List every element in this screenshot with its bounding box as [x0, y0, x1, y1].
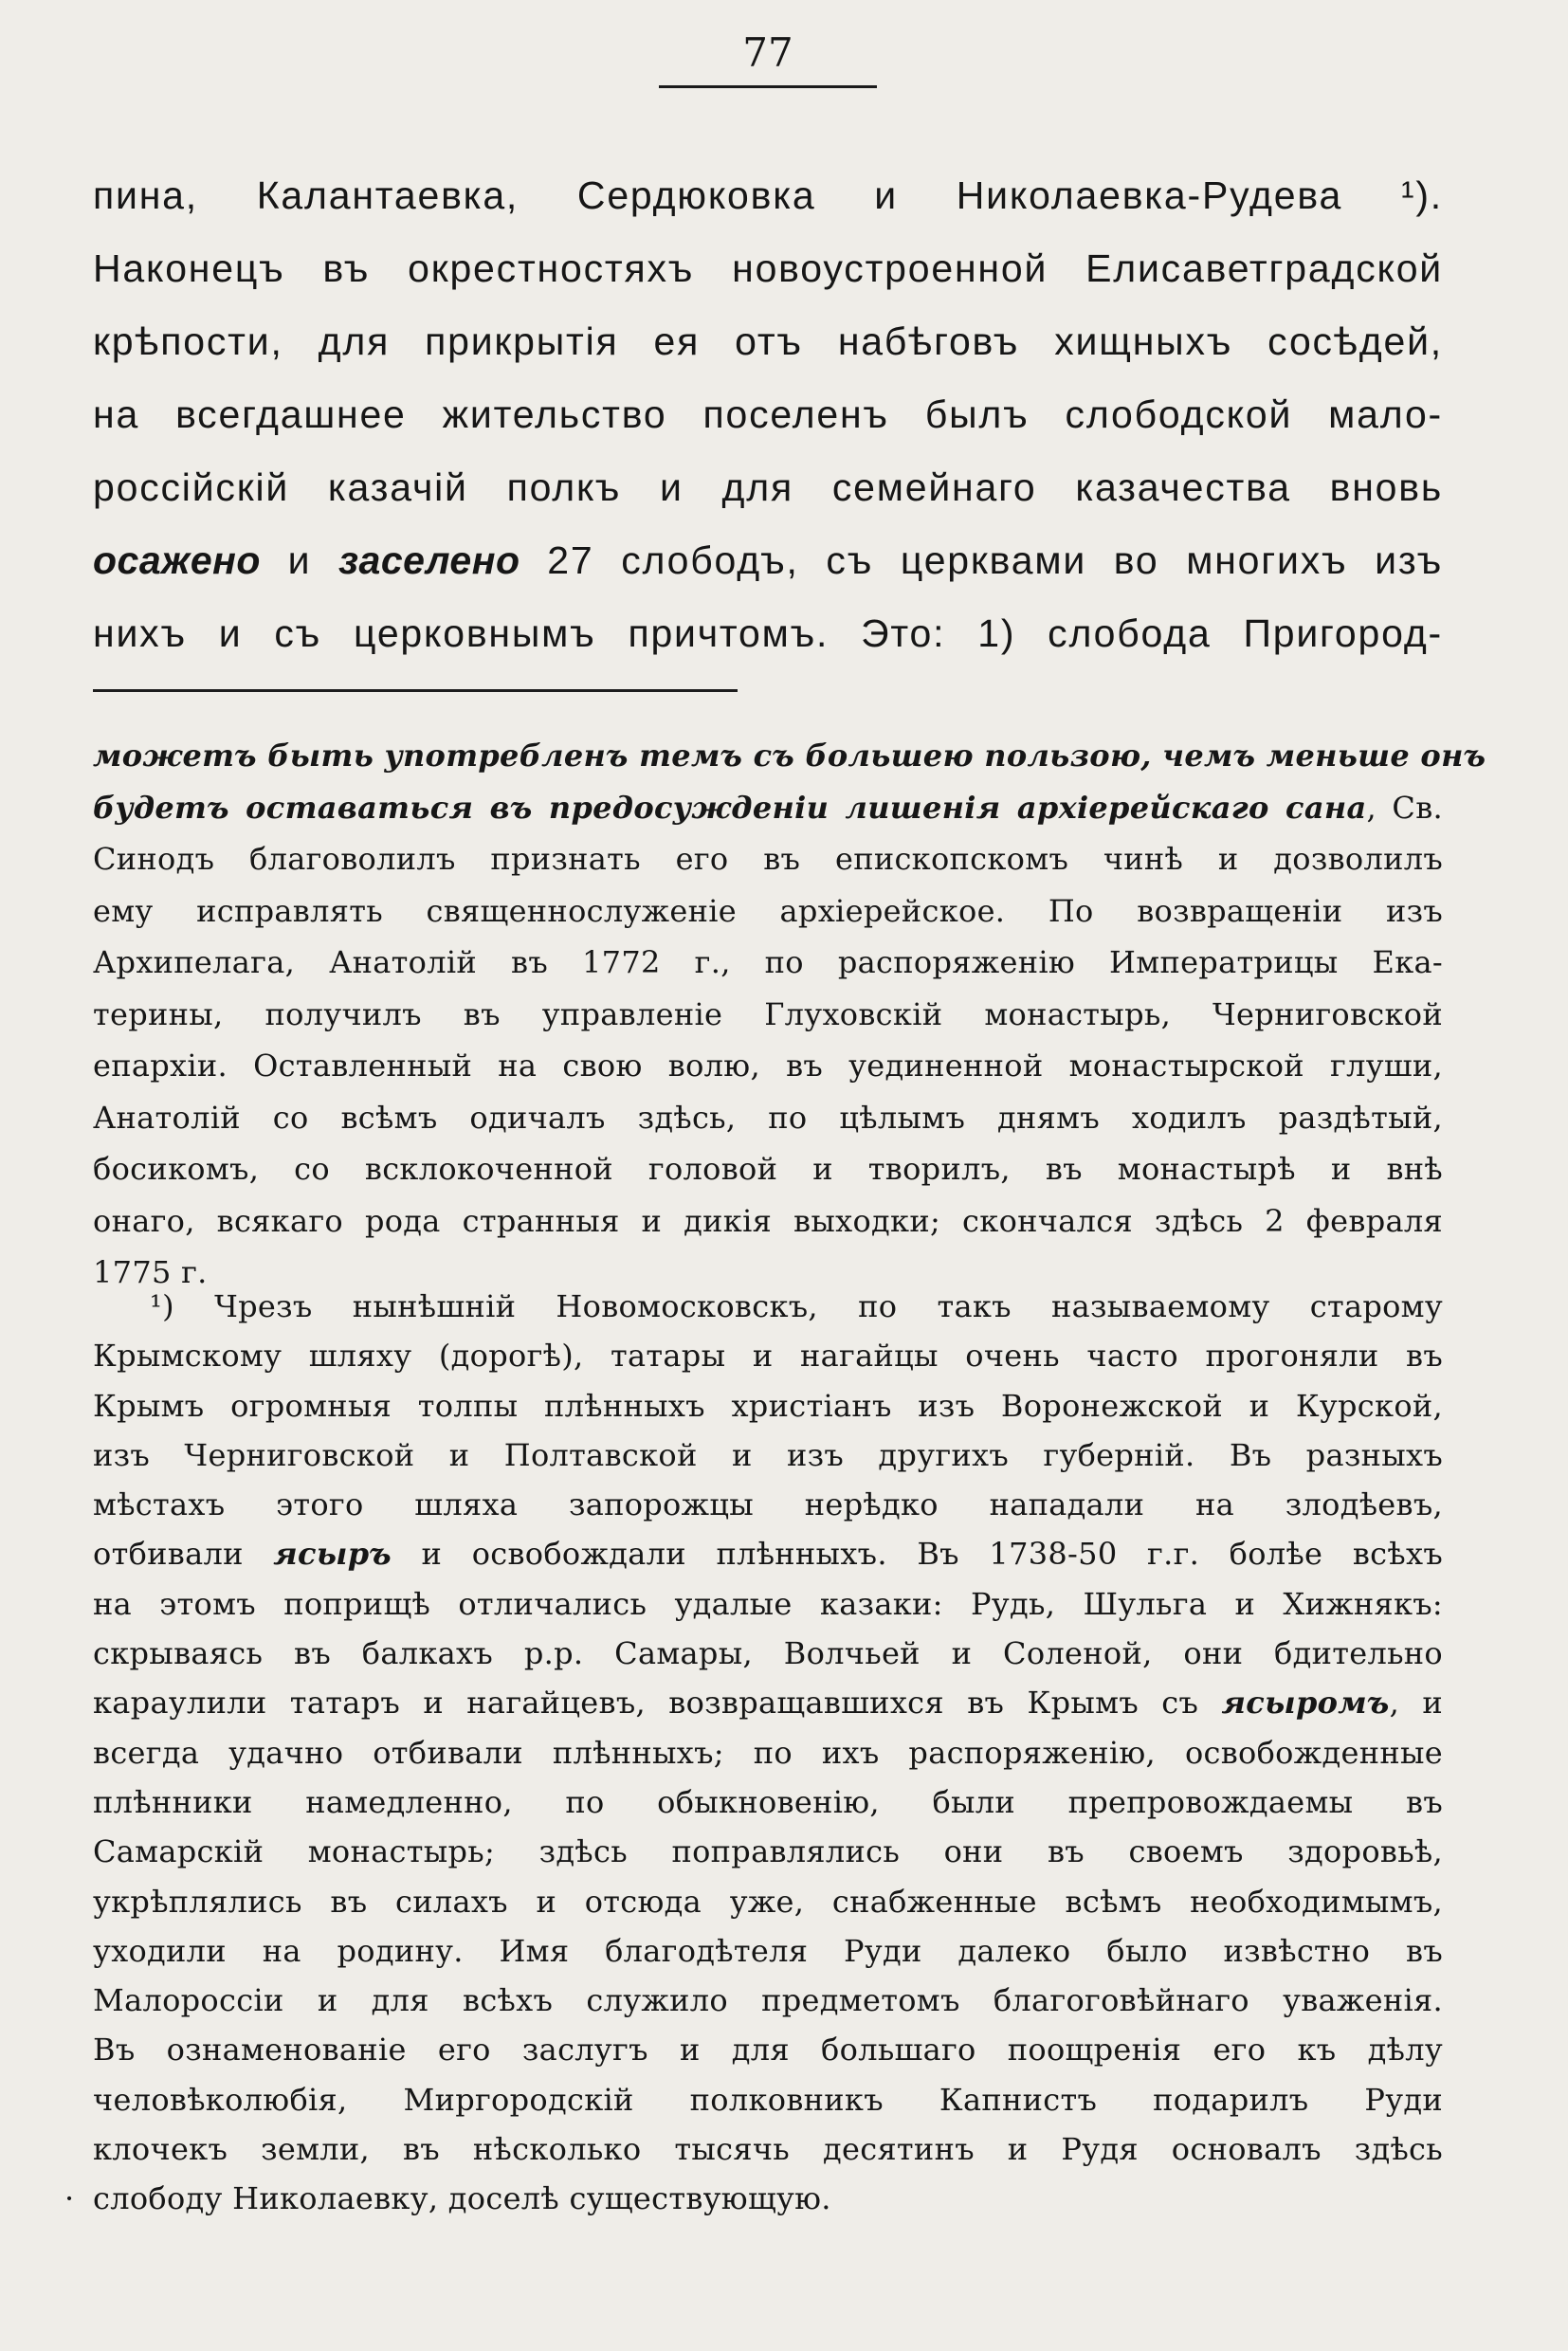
footnote-line: клочекъ земли, въ нѣсколько тысячь десятинъ и Рудя основалъ здѣсь: [93, 2131, 1443, 2168]
margin-dot: ·: [64, 2180, 75, 2217]
footnote-line: [93, 1678, 1443, 1727]
footnote-line: укрѣплялись въ силахъ и отсюда уже, снабженные всѣмъ необходимымъ,: [93, 1883, 1443, 1920]
emphasis-text: ясыръ: [273, 1536, 392, 1573]
main-line: на всегдашнее жительство поселенъ былъ слободской мало-: [93, 392, 1443, 436]
footnote-line: изъ Черниговской и Полтавской и изъ другихъ губерній. Въ разныхъ: [93, 1436, 1443, 1473]
page-number: 77: [659, 28, 877, 88]
main-line: нихъ и съ церковнымъ причтомъ. Это: 1) слобода Пригород-: [93, 611, 1443, 655]
footnote-line: человѣколюбія, Миргородскій полковникъ Капнистъ подарилъ Руди: [93, 2081, 1443, 2118]
text-fragment: слободу Николаевку, доселѣ существующую.: [93, 2180, 831, 2217]
footnote-line: 1775 г.: [93, 1254, 208, 1290]
footnote-1: [64, 1282, 1443, 2224]
main-line: [93, 524, 1443, 597]
footnote-line: Въ ознаменованіе его заслугъ и для большаго поощренія его къ дѣлу: [93, 2032, 1443, 2069]
footnote-marker: ¹): [150, 1288, 174, 1324]
footnote-line: скрываясь въ балкахъ р.р. Самары, Волчьей и Соленой, они бдительно: [93, 1635, 1443, 1672]
text-fragment: , и: [1389, 1685, 1443, 1722]
footnote-line: плѣнники намедленно, по обыкновенію, были препровождаемы въ: [93, 1783, 1443, 1820]
main-line: россійскій казачій полкъ и для семейнаго казачества вновь: [93, 465, 1443, 509]
footnote-line: [93, 782, 1443, 834]
footnote-line: на этомъ поприщѣ отличались удалые казаки: Рудь, Шульга и Хижнякъ:: [93, 1585, 1443, 1622]
footnote-line: можетъ быть употребленъ темъ съ большею пользою, чемъ меньше онъ: [93, 738, 1486, 774]
footnote-line: уходили на родину. Имя благодѣтеля Руди далеко было извѣстно въ: [93, 1932, 1443, 1969]
footnote-line: Синодъ благоволилъ признать его въ епископскомъ чинѣ и дозволилъ: [93, 841, 1443, 877]
main-text: [93, 159, 1443, 670]
emphasis-text: ясыромъ: [1221, 1685, 1390, 1722]
footnote-line: Крымскому шляху (дорогѣ), татары и нагайцы очень часто прогоняли въ: [93, 1338, 1443, 1375]
footnote-line: [93, 1282, 1443, 1331]
footnote-line: Самарскій монастырь; здѣсь поправлялись они въ своемъ здоровьѣ,: [93, 1833, 1443, 1870]
text-fragment: Чрезъ нынѣшній Новомосковскъ, по такъ называемому старому: [173, 1288, 1443, 1324]
main-line: Наконецъ въ окрестностяхъ новоустроенной Елисаветградской: [93, 246, 1443, 290]
emphasis-text: заселено: [338, 538, 520, 582]
footnote-line: епархіи. Оставленный на свою волю, въ уединенной монастырской глуши,: [93, 1048, 1443, 1084]
main-line: крѣпости, для прикрытія ея отъ набѣговъ хищныхъ сосѣдей,: [93, 319, 1443, 363]
footnote-line: ему исправлять священнослуженіе архіерейское. По возвращеніи изъ: [93, 892, 1443, 929]
footnote-continuation: [93, 730, 1486, 1299]
text-fragment: и: [260, 538, 339, 582]
footnote-line: босикомъ, со всклокоченной головой и творилъ, въ монастырѣ и внѣ: [93, 1151, 1443, 1187]
emphasis-text: осажено: [93, 538, 261, 582]
footnote-divider: [93, 689, 738, 692]
text-fragment: отбивали: [93, 1536, 274, 1573]
text-fragment: и освобождали плѣнныхъ. Въ 1738-50 г.г. болѣе всѣхъ: [391, 1536, 1443, 1573]
text-fragment: 27 слободъ, съ церквами во многихъ изъ: [520, 538, 1444, 582]
footnote-line: [93, 1529, 1443, 1578]
footnote-line: онаго, всякаго рода странныя и дикія выходки; скончался здѣсь 2 февраля: [93, 1202, 1443, 1239]
footnote-line: Архипелага, Анатолій въ 1772 г., по распоряженію Императрицы Ека-: [93, 944, 1443, 980]
footnote-line: Анатолій со всѣмъ одичалъ здѣсь, по цѣлымъ днямъ ходилъ раздѣтый,: [93, 1099, 1443, 1136]
footnote-line: Крымъ огромныя толпы плѣнныхъ христіанъ изъ Воронежской и Курской,: [93, 1387, 1443, 1424]
footnote-line: [64, 2174, 1443, 2223]
footnote-line: Малороссіи и для всѣхъ служило предметомъ благоговѣйнаго уваженія.: [93, 1982, 1443, 2019]
footnote-line: всегда удачно отбивали плѣнныхъ; по ихъ распоряженію, освобожденные: [93, 1734, 1443, 1771]
footnote-line: терины, получилъ въ управленіе Глуховскій монастырь, Черниговской: [93, 995, 1443, 1032]
emphasis-text: будетъ оставаться въ предосужденіи лишенія архіерейскаго сана: [93, 789, 1367, 826]
text-fragment: , Св.: [1366, 789, 1443, 826]
text-fragment: караулили татаръ и нагайцевъ, возвращавшихся въ Крымъ съ: [93, 1685, 1222, 1722]
main-line: пина, Калантаевка, Сердюковка и Николаевка-Рудева ¹).: [93, 173, 1443, 217]
footnote-line: мѣстахъ этого шляха запорожцы нерѣдко нападали на злодѣевъ,: [93, 1486, 1443, 1523]
